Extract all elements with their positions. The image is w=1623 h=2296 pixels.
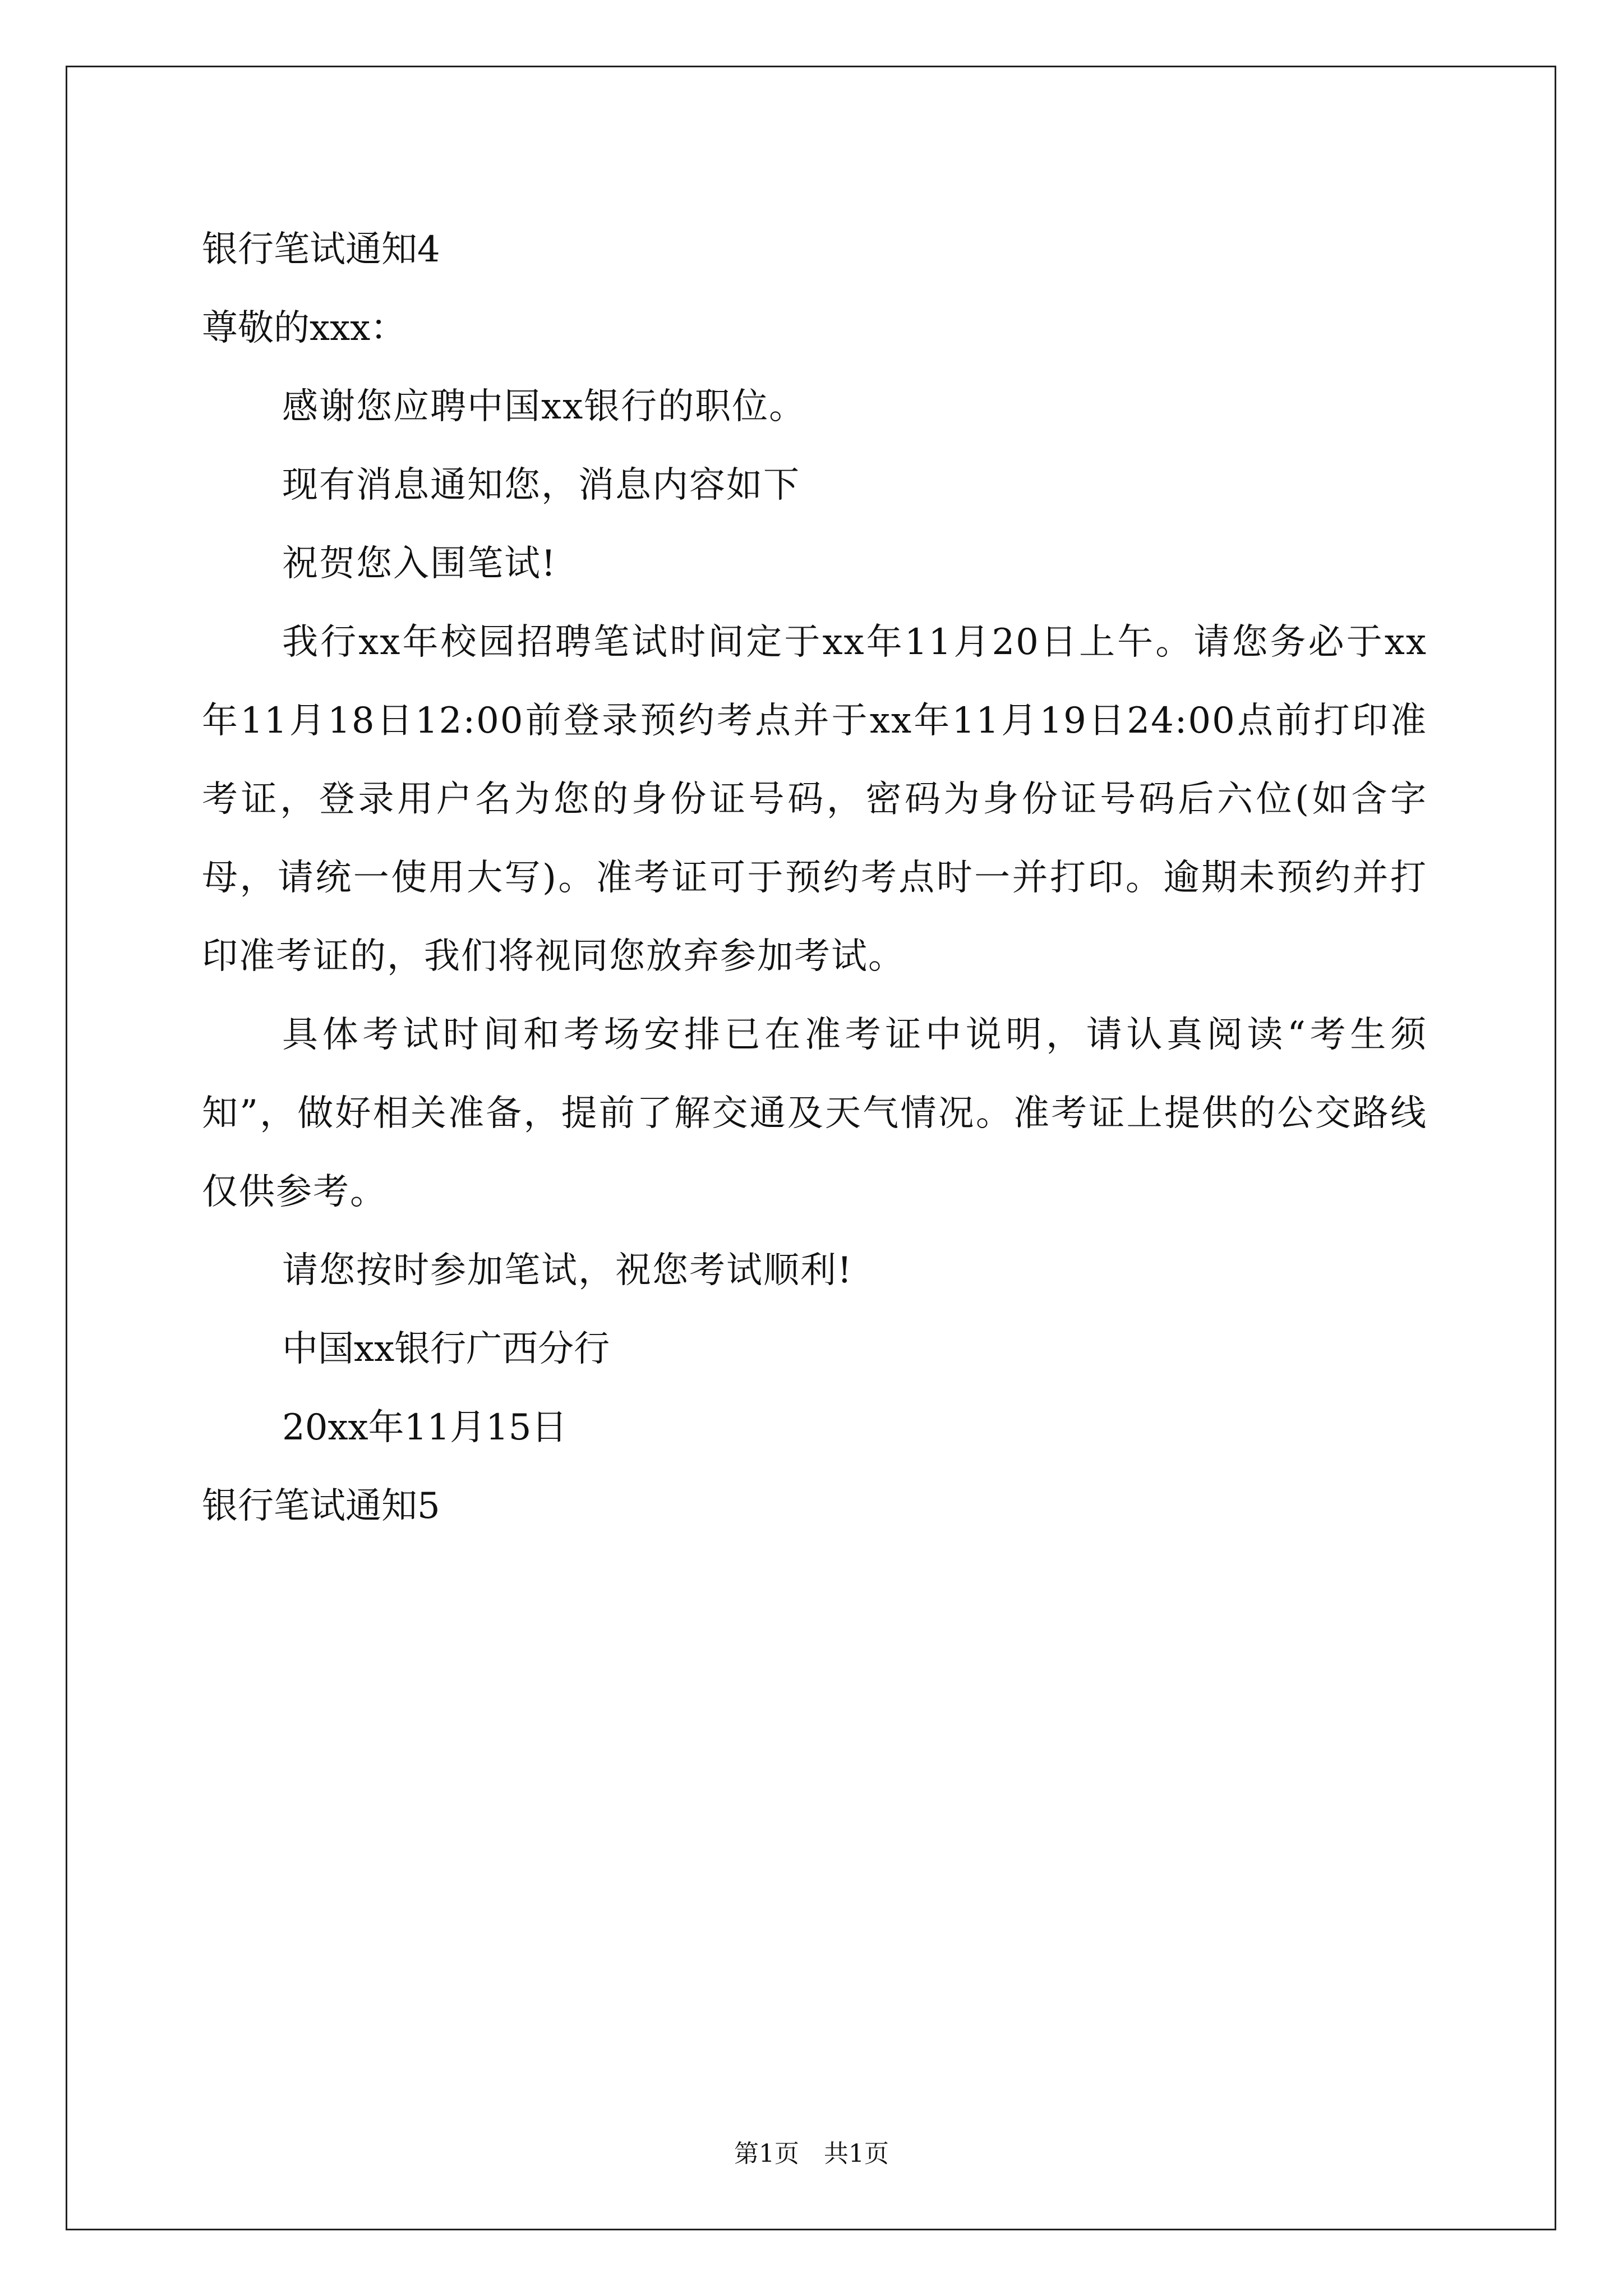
paragraph-thanks: 感谢您应聘中国xx银行的职位。: [282, 386, 806, 427]
paragraph-congrats: 祝贺您入围笔试!: [282, 543, 557, 585]
section-title: 银行笔试通知5: [202, 1485, 440, 1527]
section-title: 银行笔试通知4: [202, 229, 440, 270]
document-body: [202, 210, 1427, 1545]
page-footer: 第1页 共1页: [734, 2139, 889, 2168]
signature: 中国xx银行广西分行: [282, 1328, 610, 1370]
paragraph-notice-intro: 现有消息通知您，消息内容如下: [282, 464, 800, 506]
paragraph-exam-schedule: 我行xx年校园招聘笔试时间定于xx年11月20日上午。请您务必于xx年11月18日12:00前登录预约考点并于xx年11月19日24:00点前打印准考证，登录用户名为您的身份证号码，密码为身份证号码后六位(如含字母，请统一使用大写)。准考证可于预约考点时一并打印。逾期未预约并打印准考证的，我们将视同您放弃参加考试。: [202, 622, 1427, 977]
paragraph-closing-wish: 请您按时参加笔试，祝您考试顺利!: [282, 1250, 853, 1291]
letter-date: 20xx年11月15日: [282, 1407, 568, 1448]
paragraph-exam-arrangement: 具体考试时间和考场安排已在准考证中说明，请认真阅读“考生须知”，做好相关准备，提前了解交通及天气情况。准考证上提供的公交路线仅供参考。: [202, 1014, 1427, 1213]
salutation: 尊敬的xxx：: [202, 307, 407, 349]
